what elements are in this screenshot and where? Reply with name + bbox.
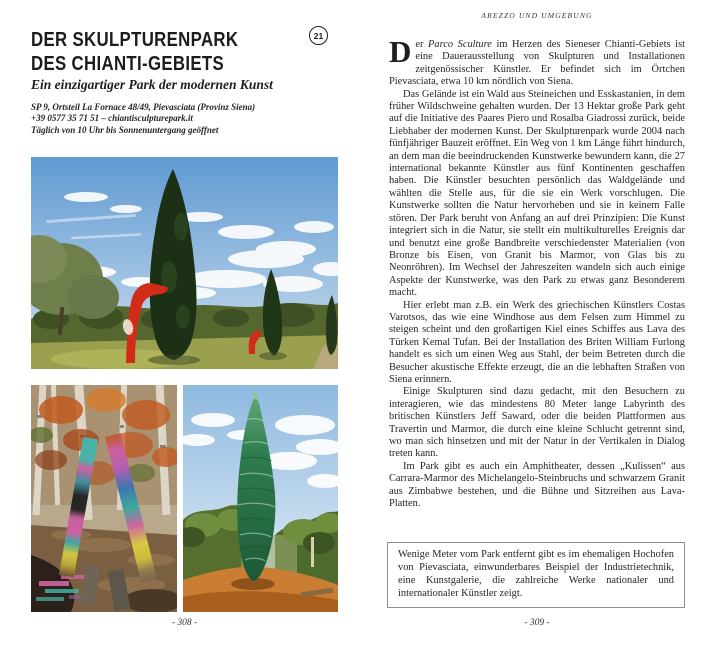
- article-subtitle: Ein einzigartiger Park der modernen Kunst: [31, 77, 273, 92]
- paragraph: Das Gelände ist ein Wald aus Steineichen und Esskastanien, in dem früher Wildschweine gehalten wurden. Der 13 Hektar große Park geht auf die Initiative des Paares Piero und Rosalba Giadrossi zurück, beide Liebhaber der modernen Kunst. Der Skulpturenpark wurde 2004 nach fünfjähriger Bauzeit eröffnet. Ein Weg von 1 km Länge führt hindurch, an dem man die beeindruckenden Kunstwerke bewundern kann, die 27 international bekannte Künstler aus fünf Kontinenten geschaffen haben. Die Künstler besuchten persönlich das Waldgelände und wählten die Stelle aus, für die sie ein Werk vorschlugen. Die Kunstwerke sollten die Natur hervorheben und sie in keinem Falle stören. Der Park beruht von Anfang an auf drei Prinzipien: Die Kunst integriert sich in die Natur, sie stellt ein multikulturelles Ereignis dar und benutzt eine große Bandbreite verschiedenster Materialien (von Bronze bis Eisen, von Granit bis Marmor, von Glas bis zu Neonröhren). Im Wechsel der Jahreszeiten wandeln sich auch einige Aspekte der Kunstwerke, was den Park zu etwas ganz Besonderem macht.: [389, 88, 685, 299]
- intro-after-cap: er: [415, 39, 429, 50]
- article-title: [31, 28, 308, 76]
- article-title-line1: DER SKULPTURENPARK: [31, 29, 239, 51]
- right-cypress-shadow: [259, 352, 287, 360]
- address-block: [31, 102, 331, 136]
- poi-number-badge: [309, 26, 328, 45]
- photo-cypress-red-sculpture: [31, 157, 338, 369]
- birch-trunk: [311, 537, 314, 567]
- intro-paragraph: [389, 34, 685, 89]
- poi-number: 21: [313, 30, 324, 41]
- paragraph: Einige Skulpturen sind dazu gedacht, mit den Besuchern zu interagieren, wie das mindestens 80 Meter lange Labyrinth des britischen Künstlers Jeff Saward, oder die beiden Plattformen aus Travertin und Marmor, die durch eine kleine Schlucht getrennt sind, wo man sich hinsetzen und mit der Natur in der Vertikalen in Dialog treten kann.: [389, 386, 685, 460]
- photo-painted-trees-art: [31, 385, 177, 612]
- article-title-line2: DES CHIANTI-GEBIETS: [31, 53, 225, 75]
- address-line: SP 9, Ortsteil La Fornace 48/49, Pievasciata (Provinz Siena): [31, 102, 256, 112]
- paragraph: Hier erlebt man z.B. ein Werk des griechischen Künstlers Costas Varotsos, das wie eine Windhose aus dem Felsen zum Himmel zu steigen scheint und den großartigen Kiel eines Schiffes aus Lava des Türken Kemal Tufan. Bei der Installation des Briten William Furlong handelt es sich um einen Weg aus Stahl, der beim Betreten durch die Besucher akustische Effekte erzeugt, die an die lebhaften Straßen von Siena erinnern.: [389, 299, 685, 385]
- page-number-left: - 308 -: [171, 618, 198, 628]
- photo-painted-trees: [31, 385, 177, 612]
- running-header: AREZZO UND UMGEBUNG: [481, 11, 593, 20]
- intro-rest: im Herzen des Sieneser Chianti-Gebiets ist eine Dauerausstellung von Skulpturen und Installationen zeitgenössischer Künstler. Er befindet sich im Örtchen Pievasciata, etwa 10 km nördlich von Siena.: [389, 39, 685, 88]
- body-text-column: [389, 34, 685, 510]
- photo-cypress-red-sculpture-art: [31, 157, 338, 369]
- italic-term: Parco Sculture: [428, 39, 492, 50]
- page-number-right: - 309 -: [524, 618, 550, 628]
- cypress-shadow: [148, 355, 200, 365]
- address-phone-website: +39 0577 35 71 51 – chiantisculpturepark.it: [31, 113, 193, 124]
- photo-green-spindle-art: [183, 385, 338, 612]
- opening-hours: Täglich von 10 Uhr bis Sonnenuntergang geöffnet: [31, 124, 219, 135]
- paragraph: Im Park gibt es auch ein Amphitheater, dessen „Kulissen“ aus Carrara-Marmor des Michelangelo-Steinbruchs und schwarzem Granit aus Zimbabwe bestehen, und die Bühne und Sitzreihen aus Lava-Platten.: [389, 460, 685, 510]
- info-box: Wenige Meter vom Park entfernt gibt es im ehemaligen Hochofen von Pievasciata, einwunderbares Beispiel der Industrietechnik, eine Kunstgalerie, die zahlreiche Werke nationaler und internationaler Künstler zeigt.: [387, 542, 685, 608]
- photo-green-spindle-sculpture: [183, 385, 338, 612]
- drop-cap: D: [389, 34, 412, 69]
